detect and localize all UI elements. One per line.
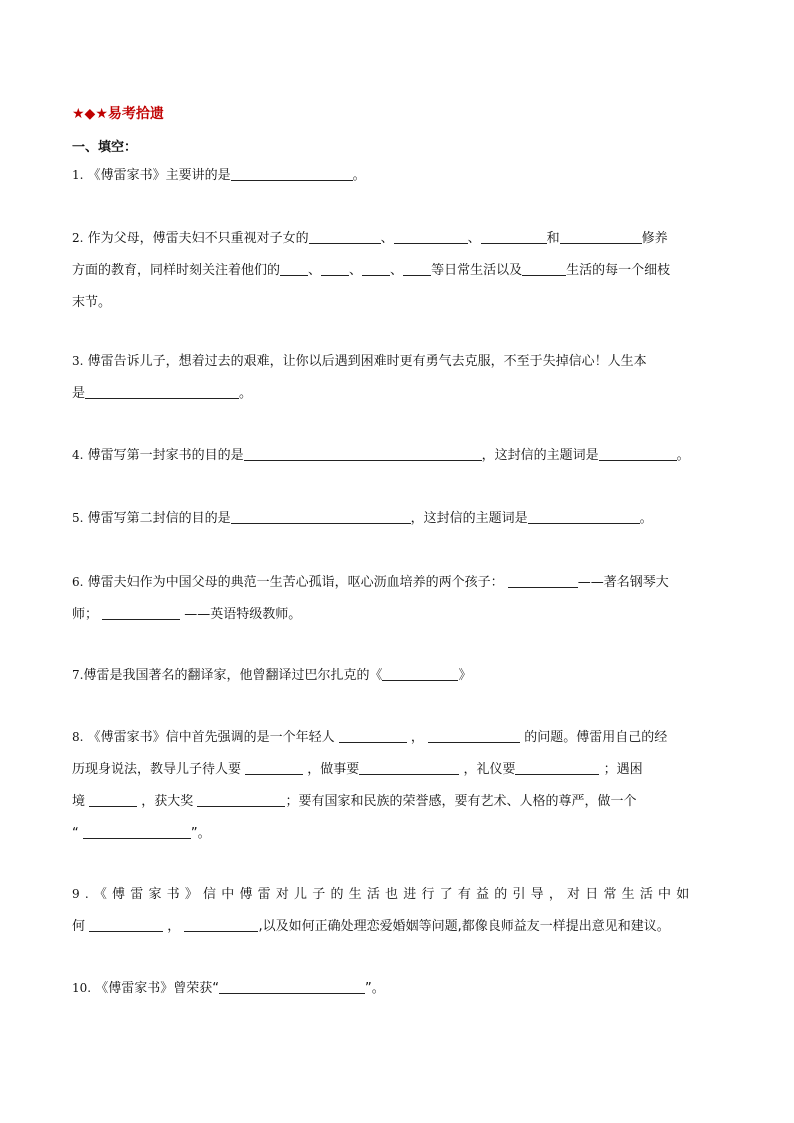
answer-blank[interactable]: [359, 759, 459, 775]
question-text: ，礼仪要: [463, 762, 516, 777]
question-text: 《傅雷家书》信中傅雷对儿子的生活也进行了有益的引导，对日常生活中如: [93, 887, 695, 902]
question-text: 师；: [72, 607, 99, 622]
question-text: 。: [676, 448, 690, 463]
question-4: [72, 439, 724, 472]
question-9: [72, 878, 724, 943]
answer-blank[interactable]: [394, 228, 468, 244]
question-text: ，做事要: [307, 762, 360, 777]
question-text: 。: [352, 168, 366, 183]
question-text: 末节。: [72, 295, 112, 310]
answer-blank[interactable]: [231, 508, 411, 524]
question-text: 生活的每一个细枝: [566, 263, 671, 278]
question-text: 傅雷写第一封家书的目的是: [87, 448, 244, 463]
answer-blank[interactable]: [244, 445, 482, 461]
question-text: 傅雷夫妇作为中国父母的典范一生苦心孤诣，呕心沥血培养的两个孩子：: [87, 575, 504, 590]
answer-blank[interactable]: [528, 508, 640, 524]
question-text: 何: [72, 919, 86, 934]
question-6: [72, 566, 724, 631]
answer-blank[interactable]: [197, 791, 285, 807]
question-number: 3.: [72, 354, 84, 368]
answer-blank[interactable]: [339, 727, 407, 743]
answer-blank[interactable]: [83, 823, 191, 839]
answer-blank[interactable]: [85, 383, 239, 399]
question-text: ——英语特级教师。: [184, 607, 302, 622]
question-text: 傅雷告诉儿子，想着过去的艰难，让你以后遇到困难时更有勇气去克服，不至于失掉信心！人生本: [87, 354, 647, 369]
question-text: 。: [239, 386, 253, 401]
question-text: 《傅雷家书》主要讲的是: [87, 168, 231, 183]
punctuation: ，: [410, 730, 424, 745]
question-text: ；要有国家和民族的荣誉感，要有艺术、人格的尊严，做一个: [285, 794, 637, 809]
question-3: [72, 345, 724, 410]
question-text: ；遇困: [603, 762, 643, 777]
punctuation: ”。: [364, 981, 385, 996]
question-text: 和: [546, 231, 560, 246]
answer-blank[interactable]: [599, 445, 677, 461]
answer-blank[interactable]: [184, 916, 258, 932]
answer-blank[interactable]: [245, 759, 303, 775]
question-text: ——著名钢琴大: [577, 575, 669, 590]
question-text: 等日常生活以及: [431, 263, 523, 278]
question-1: [72, 159, 724, 192]
answer-blank[interactable]: [481, 228, 547, 244]
punctuation: 、: [390, 263, 404, 278]
question-number: 10.: [72, 981, 92, 995]
question-number: 8.: [72, 730, 84, 744]
question-text: 《傅雷家书》曾荣获“: [95, 981, 219, 996]
punctuation: 、: [467, 231, 481, 246]
punctuation: 、: [308, 263, 322, 278]
answer-blank[interactable]: [219, 978, 365, 994]
question-7: [72, 659, 724, 692]
question-text: 傅雷写第二封信的目的是: [87, 511, 231, 526]
answer-blank[interactable]: [508, 572, 578, 588]
question-5: [72, 502, 724, 535]
question-number: 5.: [72, 511, 84, 525]
question-text: 是: [72, 386, 86, 401]
answer-blank[interactable]: [280, 260, 308, 276]
question-number: 6.: [72, 575, 84, 589]
question-text: 。: [639, 511, 653, 526]
question-number: 9.: [72, 887, 94, 901]
answer-blank[interactable]: [382, 665, 458, 681]
question-number: 2.: [72, 231, 84, 245]
punctuation: ”。: [190, 826, 211, 841]
question-text: 历现身说法，教导儿子待人要: [72, 762, 242, 777]
question-text: ，这封信的主题词是: [481, 448, 599, 463]
question-number: 4.: [72, 448, 84, 462]
section-heading: ★◆★易考拾遗: [72, 106, 164, 122]
answer-blank[interactable]: [428, 727, 520, 743]
question-number: 7.: [72, 668, 84, 682]
punctuation: “: [72, 826, 79, 841]
question-text: 》: [458, 668, 472, 683]
fill-in-blank-title: 一、填空：: [72, 140, 138, 155]
question-8: [72, 721, 724, 850]
answer-blank[interactable]: [89, 791, 137, 807]
question-text: 傅雷是我国著名的翻译家，他曾翻译过巴尔扎克的《: [83, 668, 383, 683]
answer-blank[interactable]: [522, 260, 566, 276]
answer-blank[interactable]: [231, 165, 353, 181]
answer-blank[interactable]: [560, 228, 642, 244]
question-text: 修养: [641, 231, 668, 246]
question-text: ，获大奖: [141, 794, 194, 809]
question-text: 《傅雷家书》信中首先强调的是一个年轻人: [87, 730, 335, 745]
answer-blank[interactable]: [102, 604, 180, 620]
question-text: 方面的教育，同样时刻关注着他们的: [72, 263, 281, 278]
question-10: [72, 972, 724, 1005]
question-number: 1.: [72, 168, 84, 182]
question-text: 的问题。傅雷用自己的经: [524, 730, 668, 745]
question-text: 境: [72, 794, 86, 809]
answer-blank[interactable]: [309, 228, 381, 244]
question-2: [72, 222, 724, 319]
answer-blank[interactable]: [321, 260, 349, 276]
punctuation: 、: [349, 263, 363, 278]
punctuation: ，: [167, 919, 181, 934]
answer-blank[interactable]: [515, 759, 599, 775]
punctuation: 、: [380, 231, 394, 246]
question-text: ,以及如何正确处理恋爱婚姻等问题,都像良师益友一样提出意见和建议。: [258, 919, 670, 934]
question-text: 作为父母，傅雷夫妇不只重视对子女的: [87, 231, 309, 246]
question-text: ，这封信的主题词是: [410, 511, 528, 526]
answer-blank[interactable]: [89, 916, 163, 932]
answer-blank[interactable]: [403, 260, 431, 276]
answer-blank[interactable]: [362, 260, 390, 276]
